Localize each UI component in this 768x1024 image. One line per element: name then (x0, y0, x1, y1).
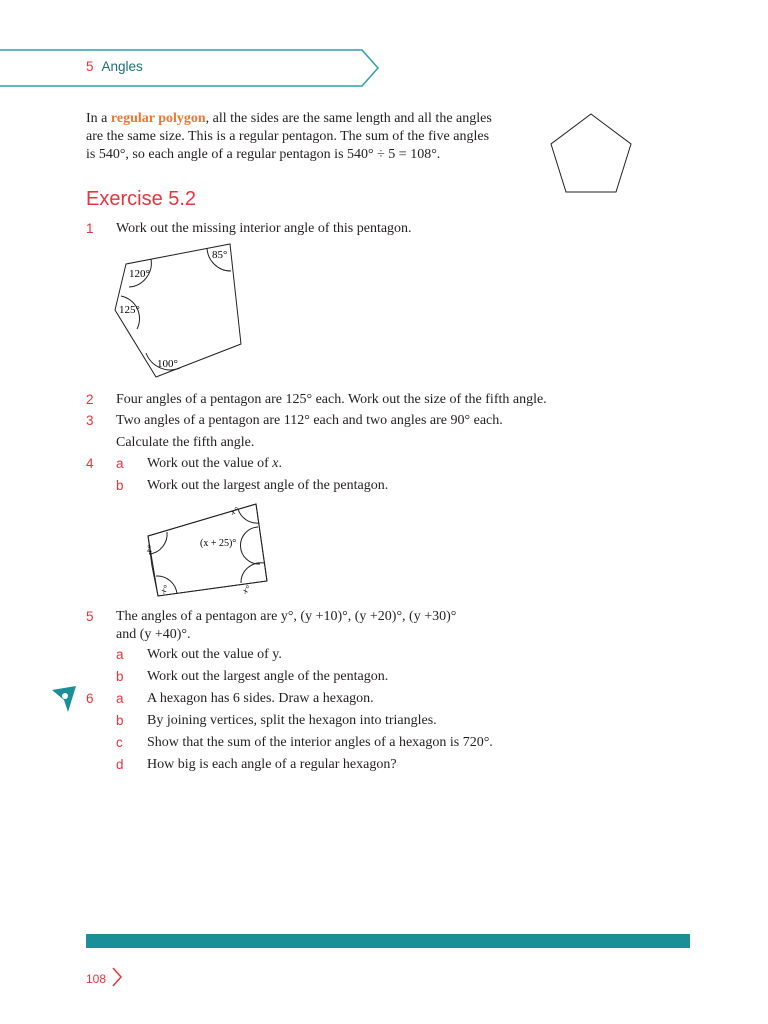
question-5a-text: Work out the value of y. (147, 647, 282, 662)
challenge-icon (50, 684, 78, 714)
angle-label-x-plus-25: (x + 25)° (200, 538, 237, 549)
intro-line-1: In a regular polygon, all the sides are the same length and all the angles (86, 111, 492, 126)
question-6b-text: By joining vertices, split the hexagon into triangles. (147, 713, 437, 728)
intro-line-2: are the same size. This is a regular pentagon. The sum of the five angles (86, 129, 490, 144)
question-4a-text: Work out the value of x. (147, 456, 282, 471)
question-3-text-line-2: Calculate the fifth angle. (116, 435, 255, 450)
question-6a-letter: a (116, 691, 124, 706)
angle-label-125: 125° (119, 304, 140, 316)
question-5a-letter: a (116, 647, 124, 662)
question-5-text-line-1: The angles of a pentagon are y°, (y +10)°, (y +20)°, (y +30)° (116, 609, 457, 624)
chapter-title: Angles (101, 59, 143, 74)
question-1-text: Work out the missing interior angle of this pentagon. (116, 221, 412, 236)
chapter-number: 5 (86, 59, 94, 74)
question-5-text-line-2: and (y +40)°. (116, 627, 191, 642)
angle-label-100: 100° (157, 358, 178, 370)
angle-label-x-bottom-left: x° (158, 582, 171, 596)
question-3-text-line-1: Two angles of a pentagon are 112° each and two angles are 90° each. (116, 413, 503, 428)
angle-label-x-bottom-right: x° (240, 583, 253, 596)
question-6d-text: How big is each angle of a regular hexagon? (147, 757, 397, 772)
page-number: 108 (86, 972, 107, 986)
question-3-number: 3 (86, 413, 94, 428)
question-6b-letter: b (116, 713, 124, 728)
question-4a-letter: a (116, 456, 124, 471)
regular-polygon-term: regular polygon (110, 111, 206, 126)
exercise-heading: Exercise 5.2 (86, 188, 197, 210)
footer-bar (86, 934, 690, 948)
question-6a-text: A hexagon has 6 sides. Draw a hexagon. (147, 691, 374, 706)
angle-label-x-top: x° (229, 504, 240, 517)
chapter-header-banner (0, 46, 384, 90)
question-4b-letter: b (116, 478, 124, 493)
intro-line-3: is 540°, so each angle of a regular pentagon is 540° ÷ 5 = 108°. (86, 147, 441, 162)
question-5-number: 5 (86, 609, 94, 624)
question-2-number: 2 (86, 392, 94, 407)
question-4-pentagon-diagram (140, 498, 272, 602)
question-1-number: 1 (86, 221, 94, 236)
question-6c-letter: c (116, 735, 123, 750)
angle-label-85: 85° (212, 249, 228, 261)
question-6c-text: Show that the sum of the interior angles of a hexagon is 720°. (147, 735, 493, 750)
question-5b-text: Work out the largest angle of the pentagon. (147, 669, 389, 684)
question-1-pentagon-diagram (112, 240, 246, 380)
next-page-chevron-icon[interactable] (110, 966, 124, 988)
chapter-header (86, 59, 143, 74)
question-6d-letter: d (116, 757, 124, 772)
question-6-number: 6 (86, 691, 94, 706)
question-2-text: Four angles of a pentagon are 125° each. Work out the size of the fifth angle. (116, 392, 547, 407)
question-5b-letter: b (116, 669, 124, 684)
regular-pentagon-diagram (545, 108, 637, 198)
question-4b-text: Work out the largest angle of the pentagon. (147, 478, 389, 493)
angle-label-120: 120° (129, 268, 150, 280)
question-4-number: 4 (86, 456, 94, 471)
angle-label-x-left: x° (143, 543, 156, 555)
